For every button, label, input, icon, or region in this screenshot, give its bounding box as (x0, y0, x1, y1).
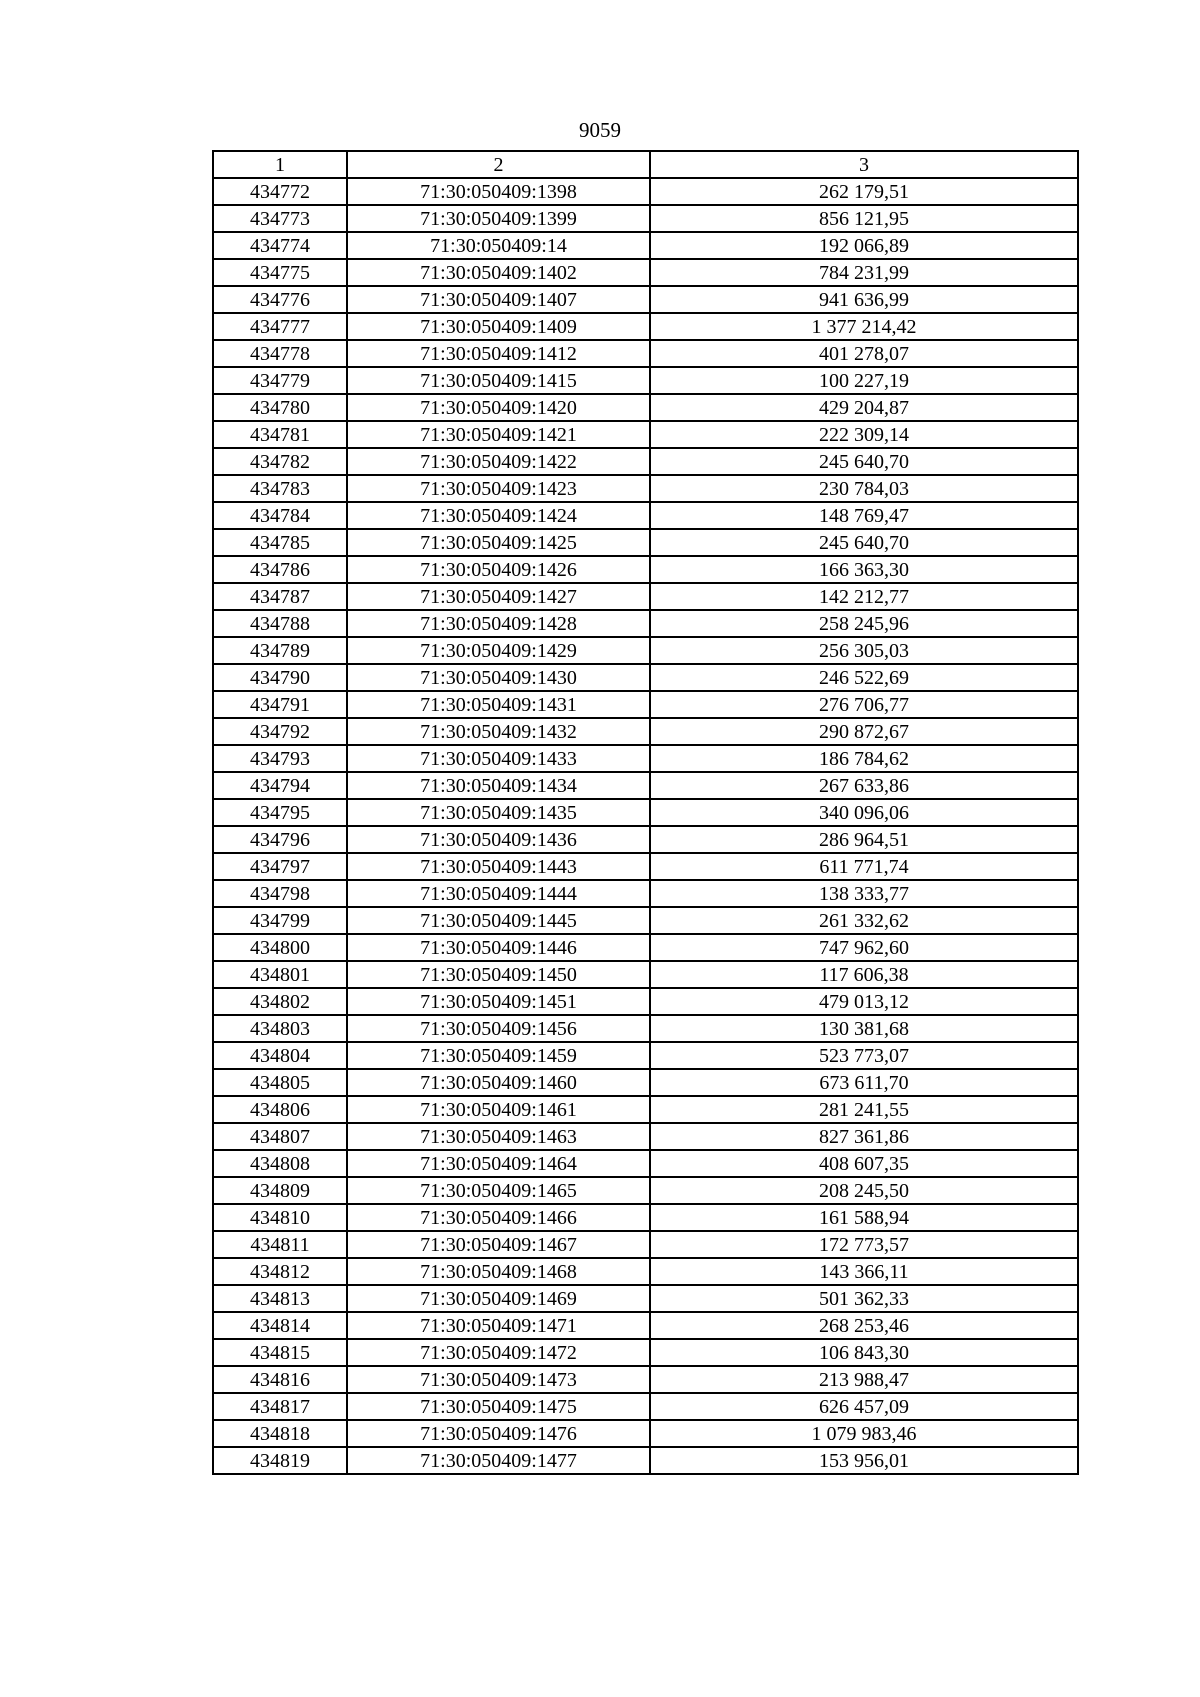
row-number-cell: 434813 (213, 1285, 347, 1312)
value-cell: 626 457,09 (650, 1393, 1078, 1420)
cadastral-number-cell: 71:30:050409:1463 (347, 1123, 650, 1150)
row-number-cell: 434783 (213, 475, 347, 502)
row-number-cell: 434772 (213, 178, 347, 205)
row-number-cell: 434776 (213, 286, 347, 313)
row-number-cell: 434788 (213, 610, 347, 637)
value-cell: 262 179,51 (650, 178, 1078, 205)
table-row (213, 1123, 1078, 1150)
value-cell: 100 227,19 (650, 367, 1078, 394)
cadastral-number-cell: 71:30:050409:1420 (347, 394, 650, 421)
table-row (213, 286, 1078, 313)
value-cell: 161 588,94 (650, 1204, 1078, 1231)
cadastral-number-cell: 71:30:050409:1398 (347, 178, 650, 205)
table-row (213, 448, 1078, 475)
cadastral-number-cell: 71:30:050409:1461 (347, 1096, 650, 1123)
table-row (213, 772, 1078, 799)
cadastral-number-cell: 71:30:050409:1407 (347, 286, 650, 313)
row-number-cell: 434801 (213, 961, 347, 988)
row-number-cell: 434792 (213, 718, 347, 745)
value-cell: 222 309,14 (650, 421, 1078, 448)
table-row (213, 826, 1078, 853)
table-row (213, 556, 1078, 583)
value-cell: 106 843,30 (650, 1339, 1078, 1366)
cadastral-number-cell: 71:30:050409:1428 (347, 610, 650, 637)
table-row (213, 475, 1078, 502)
value-cell: 153 956,01 (650, 1447, 1078, 1474)
value-cell: 143 366,11 (650, 1258, 1078, 1285)
cadastral-number-cell: 71:30:050409:1456 (347, 1015, 650, 1042)
cadastral-number-cell: 71:30:050409:1464 (347, 1150, 650, 1177)
cadastral-number-cell: 71:30:050409:1466 (347, 1204, 650, 1231)
value-cell: 117 606,38 (650, 961, 1078, 988)
value-cell: 192 066,89 (650, 232, 1078, 259)
row-number-cell: 434810 (213, 1204, 347, 1231)
cadastral-number-cell: 71:30:050409:1468 (347, 1258, 650, 1285)
cadastral-number-cell: 71:30:050409:1430 (347, 664, 650, 691)
page-number (0, 118, 1200, 142)
row-number-cell: 434816 (213, 1366, 347, 1393)
table-row (213, 799, 1078, 826)
value-cell: 611 771,74 (650, 853, 1078, 880)
header-row (213, 151, 1078, 178)
value-cell: 208 245,50 (650, 1177, 1078, 1204)
cadastral-number-cell: 71:30:050409:1459 (347, 1042, 650, 1069)
row-number-cell: 434778 (213, 340, 347, 367)
row-number-cell: 434796 (213, 826, 347, 853)
table-row (213, 1312, 1078, 1339)
cadastral-number-cell: 71:30:050409:1433 (347, 745, 650, 772)
table-row (213, 1204, 1078, 1231)
value-cell: 166 363,30 (650, 556, 1078, 583)
table-row (213, 880, 1078, 907)
value-cell: 340 096,06 (650, 799, 1078, 826)
cadastral-number-cell: 71:30:050409:1429 (347, 637, 650, 664)
value-cell: 142 212,77 (650, 583, 1078, 610)
value-cell: 281 241,55 (650, 1096, 1078, 1123)
value-cell: 856 121,95 (650, 205, 1078, 232)
table-row (213, 1258, 1078, 1285)
row-number-cell: 434787 (213, 583, 347, 610)
table-row (213, 1366, 1078, 1393)
row-number-cell: 434781 (213, 421, 347, 448)
table-row (213, 1150, 1078, 1177)
registry-table (212, 150, 1079, 1475)
table-row (213, 205, 1078, 232)
value-cell: 230 784,03 (650, 475, 1078, 502)
row-number-cell: 434795 (213, 799, 347, 826)
page-number-text: 9059 (579, 118, 621, 142)
column-header-1: 1 (213, 151, 347, 178)
cadastral-number-cell: 71:30:050409:1467 (347, 1231, 650, 1258)
row-number-cell: 434812 (213, 1258, 347, 1285)
row-number-cell: 434774 (213, 232, 347, 259)
row-number-cell: 434819 (213, 1447, 347, 1474)
table-row (213, 1285, 1078, 1312)
cadastral-number-cell: 71:30:050409:1469 (347, 1285, 650, 1312)
row-number-cell: 434773 (213, 205, 347, 232)
cadastral-number-cell: 71:30:050409:1436 (347, 826, 650, 853)
row-number-cell: 434809 (213, 1177, 347, 1204)
table-row (213, 664, 1078, 691)
table-row (213, 934, 1078, 961)
row-number-cell: 434784 (213, 502, 347, 529)
value-cell: 267 633,86 (650, 772, 1078, 799)
value-cell: 1 377 214,42 (650, 313, 1078, 340)
cadastral-number-cell: 71:30:050409:1476 (347, 1420, 650, 1447)
cadastral-number-cell: 71:30:050409:1445 (347, 907, 650, 934)
cadastral-number-cell: 71:30:050409:1432 (347, 718, 650, 745)
row-number-cell: 434780 (213, 394, 347, 421)
cadastral-number-cell: 71:30:050409:1422 (347, 448, 650, 475)
value-cell: 258 245,96 (650, 610, 1078, 637)
value-cell: 172 773,57 (650, 1231, 1078, 1258)
row-number-cell: 434793 (213, 745, 347, 772)
table-row (213, 1231, 1078, 1258)
row-number-cell: 434777 (213, 313, 347, 340)
cadastral-number-cell: 71:30:050409:1409 (347, 313, 650, 340)
table-row (213, 745, 1078, 772)
row-number-cell: 434791 (213, 691, 347, 718)
value-cell: 827 361,86 (650, 1123, 1078, 1150)
value-cell: 148 769,47 (650, 502, 1078, 529)
row-number-cell: 434806 (213, 1096, 347, 1123)
row-number-cell: 434785 (213, 529, 347, 556)
row-number-cell: 434797 (213, 853, 347, 880)
table-row (213, 394, 1078, 421)
table-row (213, 1420, 1078, 1447)
table-row (213, 988, 1078, 1015)
table-body (213, 178, 1078, 1474)
table-row (213, 637, 1078, 664)
value-cell: 401 278,07 (650, 340, 1078, 367)
row-number-cell: 434803 (213, 1015, 347, 1042)
value-cell: 784 231,99 (650, 259, 1078, 286)
row-number-cell: 434804 (213, 1042, 347, 1069)
cadastral-number-cell: 71:30:050409:1475 (347, 1393, 650, 1420)
table-row (213, 367, 1078, 394)
row-number-cell: 434814 (213, 1312, 347, 1339)
row-number-cell: 434805 (213, 1069, 347, 1096)
cadastral-number-cell: 71:30:050409:1473 (347, 1366, 650, 1393)
row-number-cell: 434782 (213, 448, 347, 475)
value-cell: 138 333,77 (650, 880, 1078, 907)
cadastral-number-cell: 71:30:050409:1446 (347, 934, 650, 961)
table-row (213, 421, 1078, 448)
value-cell: 408 607,35 (650, 1150, 1078, 1177)
table-header (213, 151, 1078, 178)
table-row (213, 232, 1078, 259)
row-number-cell: 434779 (213, 367, 347, 394)
cadastral-number-cell: 71:30:050409:1465 (347, 1177, 650, 1204)
table-row (213, 340, 1078, 367)
value-cell: 245 640,70 (650, 529, 1078, 556)
row-number-cell: 434817 (213, 1393, 347, 1420)
cadastral-number-cell: 71:30:050409:1424 (347, 502, 650, 529)
cadastral-number-cell: 71:30:050409:1426 (347, 556, 650, 583)
cadastral-number-cell: 71:30:050409:14 (347, 232, 650, 259)
table-row (213, 178, 1078, 205)
row-number-cell: 434807 (213, 1123, 347, 1150)
cadastral-number-cell: 71:30:050409:1431 (347, 691, 650, 718)
cadastral-number-cell: 71:30:050409:1471 (347, 1312, 650, 1339)
cadastral-number-cell: 71:30:050409:1423 (347, 475, 650, 502)
column-header-3: 3 (650, 151, 1078, 178)
value-cell: 501 362,33 (650, 1285, 1078, 1312)
table-row (213, 1447, 1078, 1474)
row-number-cell: 434808 (213, 1150, 347, 1177)
table-row (213, 691, 1078, 718)
table-row (213, 1042, 1078, 1069)
cadastral-number-cell: 71:30:050409:1460 (347, 1069, 650, 1096)
value-cell: 479 013,12 (650, 988, 1078, 1015)
table-row (213, 1015, 1078, 1042)
value-cell: 1 079 983,46 (650, 1420, 1078, 1447)
table-row (213, 907, 1078, 934)
table-row (213, 1096, 1078, 1123)
row-number-cell: 434786 (213, 556, 347, 583)
cadastral-number-cell: 71:30:050409:1415 (347, 367, 650, 394)
row-number-cell: 434802 (213, 988, 347, 1015)
row-number-cell: 434794 (213, 772, 347, 799)
cadastral-number-cell: 71:30:050409:1477 (347, 1447, 650, 1474)
value-cell: 213 988,47 (650, 1366, 1078, 1393)
cadastral-number-cell: 71:30:050409:1402 (347, 259, 650, 286)
cadastral-number-cell: 71:30:050409:1412 (347, 340, 650, 367)
cadastral-number-cell: 71:30:050409:1451 (347, 988, 650, 1015)
row-number-cell: 434811 (213, 1231, 347, 1258)
table-row (213, 853, 1078, 880)
value-cell: 673 611,70 (650, 1069, 1078, 1096)
row-number-cell: 434798 (213, 880, 347, 907)
table-row (213, 1393, 1078, 1420)
value-cell: 941 636,99 (650, 286, 1078, 313)
table-row (213, 502, 1078, 529)
cadastral-number-cell: 71:30:050409:1425 (347, 529, 650, 556)
value-cell: 747 962,60 (650, 934, 1078, 961)
row-number-cell: 434775 (213, 259, 347, 286)
value-cell: 286 964,51 (650, 826, 1078, 853)
value-cell: 290 872,67 (650, 718, 1078, 745)
cadastral-number-cell: 71:30:050409:1399 (347, 205, 650, 232)
value-cell: 261 332,62 (650, 907, 1078, 934)
table-row (213, 313, 1078, 340)
row-number-cell: 434815 (213, 1339, 347, 1366)
row-number-cell: 434800 (213, 934, 347, 961)
table-row (213, 718, 1078, 745)
value-cell: 245 640,70 (650, 448, 1078, 475)
table-row (213, 961, 1078, 988)
cadastral-number-cell: 71:30:050409:1427 (347, 583, 650, 610)
value-cell: 186 784,62 (650, 745, 1078, 772)
table-row (213, 1339, 1078, 1366)
value-cell: 276 706,77 (650, 691, 1078, 718)
table-row (213, 583, 1078, 610)
cadastral-number-cell: 71:30:050409:1421 (347, 421, 650, 448)
cadastral-number-cell: 71:30:050409:1472 (347, 1339, 650, 1366)
table-row (213, 529, 1078, 556)
cadastral-number-cell: 71:30:050409:1450 (347, 961, 650, 988)
column-header-2: 2 (347, 151, 650, 178)
row-number-cell: 434789 (213, 637, 347, 664)
cadastral-number-cell: 71:30:050409:1435 (347, 799, 650, 826)
table-row (213, 259, 1078, 286)
row-number-cell: 434818 (213, 1420, 347, 1447)
value-cell: 268 253,46 (650, 1312, 1078, 1339)
table-row (213, 1177, 1078, 1204)
value-cell: 130 381,68 (650, 1015, 1078, 1042)
value-cell: 256 305,03 (650, 637, 1078, 664)
table-row (213, 1069, 1078, 1096)
cadastral-number-cell: 71:30:050409:1443 (347, 853, 650, 880)
value-cell: 246 522,69 (650, 664, 1078, 691)
table-row (213, 610, 1078, 637)
value-cell: 429 204,87 (650, 394, 1078, 421)
cadastral-number-cell: 71:30:050409:1444 (347, 880, 650, 907)
cadastral-number-cell: 71:30:050409:1434 (347, 772, 650, 799)
row-number-cell: 434790 (213, 664, 347, 691)
row-number-cell: 434799 (213, 907, 347, 934)
value-cell: 523 773,07 (650, 1042, 1078, 1069)
